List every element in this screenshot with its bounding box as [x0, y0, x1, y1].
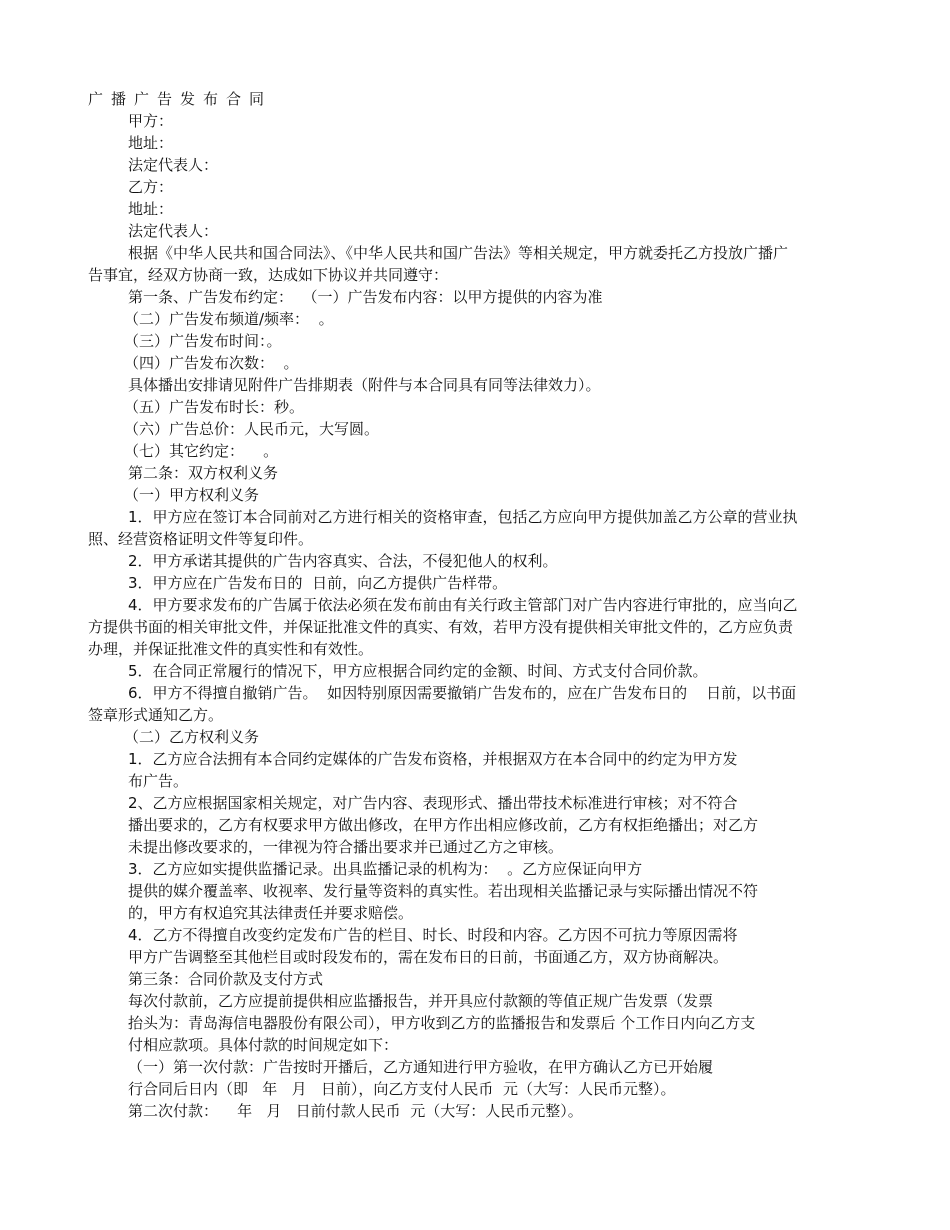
a-duty-4-line-1: 4．甲方要求发布的广告属于依法必须在发布前由有关行政主管部门对广告内容进行审批的，应当向乙: [128, 596, 798, 614]
payment-line-3: 付相应款项。具体付款的时间规定如下：: [128, 1036, 399, 1054]
party-a-duties-heading: （一）甲方权利义务: [124, 486, 260, 504]
a-duty-1-line-2: 照、经营资格证明文件等复印件。: [88, 530, 314, 548]
first-payment-line-1: （一）第一次付款：广告按时开播后，乙方通知进行甲方验收，在甲方确认乙方已开始履: [128, 1058, 714, 1076]
article-2-heading: 第二条：双方权利义务: [128, 464, 279, 482]
b-duty-3-line-3: 的，甲方有权追究其法律责任并要求赔偿。: [128, 904, 414, 922]
b-duty-4-line-1: 4．乙方不得擅自改变约定发布广告的栏目、时长、时段和内容。乙方因不可抗力等原因需将: [128, 926, 738, 944]
clause-total-price: （六）广告总价：人民币元，大写圆。: [124, 420, 380, 438]
article-1-heading: 第一条、广告发布约定： （一）广告发布内容：以甲方提供的内容为准: [128, 288, 603, 306]
party-a-representative: 法定代表人：: [128, 156, 219, 174]
preamble-line-1: 根据《中华人民共和国合同法》、《中华人民共和国广告法》等相关规定，甲方就委托乙方投放广播广: [128, 244, 789, 262]
a-duty-2: 2．甲方承诺其提供的广告内容真实、合法，不侵犯他人的权利。: [128, 552, 558, 570]
b-duty-1-line-2: 布广告。: [128, 772, 189, 790]
party-b-representative: 法定代表人：: [128, 222, 219, 240]
b-duty-3-line-2: 提供的媒介覆盖率、收视率、发行量等资料的真实性。若出现相关监播记录与实际播出情况不符: [128, 882, 759, 900]
b-duty-1-line-1: 1．乙方应合法拥有本合同约定媒体的广告发布资格，并根据双方在本合同中的约定为甲方发: [128, 750, 738, 768]
a-duty-1-line-1: 1．甲方应在签订本合同前对乙方进行相关的资格审查，包括乙方应向甲方提供加盖乙方公章的营业执: [128, 508, 798, 526]
party-a-address: 地址：: [128, 134, 174, 152]
b-duty-2-line-2: 播出要求的，乙方有权要求甲方做出修改，在甲方作出相应修改前，乙方有权拒绝播出；对乙方: [128, 816, 759, 834]
clause-other: （七）其它约定： 。: [124, 442, 279, 460]
payment-line-1: 每次付款前，乙方应提前提供相应监播报告，并开具应付款额的等值正规广告发票（发票: [128, 992, 714, 1010]
payment-line-2: 抬头为：青岛海信电器股份有限公司），甲方收到乙方的监播报告和发票后 个工作日内向乙方支: [128, 1014, 756, 1032]
contract-title: 广播广告发布合同: [88, 90, 273, 108]
a-duty-6-line-2: 签章形式通知乙方。: [88, 706, 224, 724]
first-payment-line-2: 行合同后日内（即 年 月 日前），向乙方支付人民币 元（大写：人民币元整）。: [128, 1080, 676, 1098]
clause-duration: （五）广告发布时长：秒。: [124, 398, 305, 416]
a-duty-5: 5．在合同正常履行的情况下，甲方应根据合同约定的金额、时间、方式支付合同价款。: [128, 662, 708, 680]
clause-time: （三）广告发布时间：。: [124, 332, 282, 350]
article-3-heading: 第三条：合同价款及支付方式: [128, 970, 324, 988]
clause-schedule-note: 具体播出安排请见附件广告排期表（附件与本合同具有同等法律效力）。: [128, 376, 601, 394]
a-duty-4-line-3: 办理，并保证批准文件的真实性和有效性。: [88, 640, 374, 658]
a-duty-6-line-1: 6．甲方不得擅自撤销广告。 如因特别原因需要撤销广告发布的，应在广告发布日的 日前，以书面: [128, 684, 797, 702]
b-duty-2-line-3: 未提出修改要求的，一律视为符合播出要求并已通过乙方之审核。: [128, 838, 564, 856]
b-duty-2-line-1: 2、乙方应根据国家相关规定，对广告内容、表现形式、播出带技术标准进行审核；对不符合: [128, 794, 738, 812]
clause-count: （四）广告发布次数： 。: [124, 354, 299, 372]
party-b-label: 乙方：: [128, 178, 174, 196]
preamble-line-2: 告事宜，经双方协商一致，达成如下协议并共同遵守：: [88, 266, 449, 284]
b-duty-3-line-1: 3．乙方应如实提供监播记录。出具监播记录的机构为： 。乙方应保证向甲方: [128, 860, 643, 878]
party-b-duties-heading: （二）乙方权利义务: [124, 728, 260, 746]
party-b-address: 地址：: [128, 200, 174, 218]
b-duty-4-line-2: 甲方广告调整至其他栏目或时段发布的，需在发布日的日前，书面通乙方，双方协商解决。: [128, 948, 729, 966]
second-payment: 第二次付款： 年 月 日前付款人民币 元（大写：人民币元整）。: [128, 1102, 583, 1120]
clause-channel: （二）广告发布频道/频率： 。: [124, 310, 334, 328]
a-duty-4-line-2: 方提供书面的相关审批文件，并保证批准文件的真实、有效，若甲方没有提供相关审批文件的，乙方应负责: [88, 618, 794, 636]
party-a-label: 甲方：: [128, 112, 174, 130]
a-duty-3: 3．甲方应在广告发布日的 日前，向乙方提供广告样带。: [128, 574, 508, 592]
